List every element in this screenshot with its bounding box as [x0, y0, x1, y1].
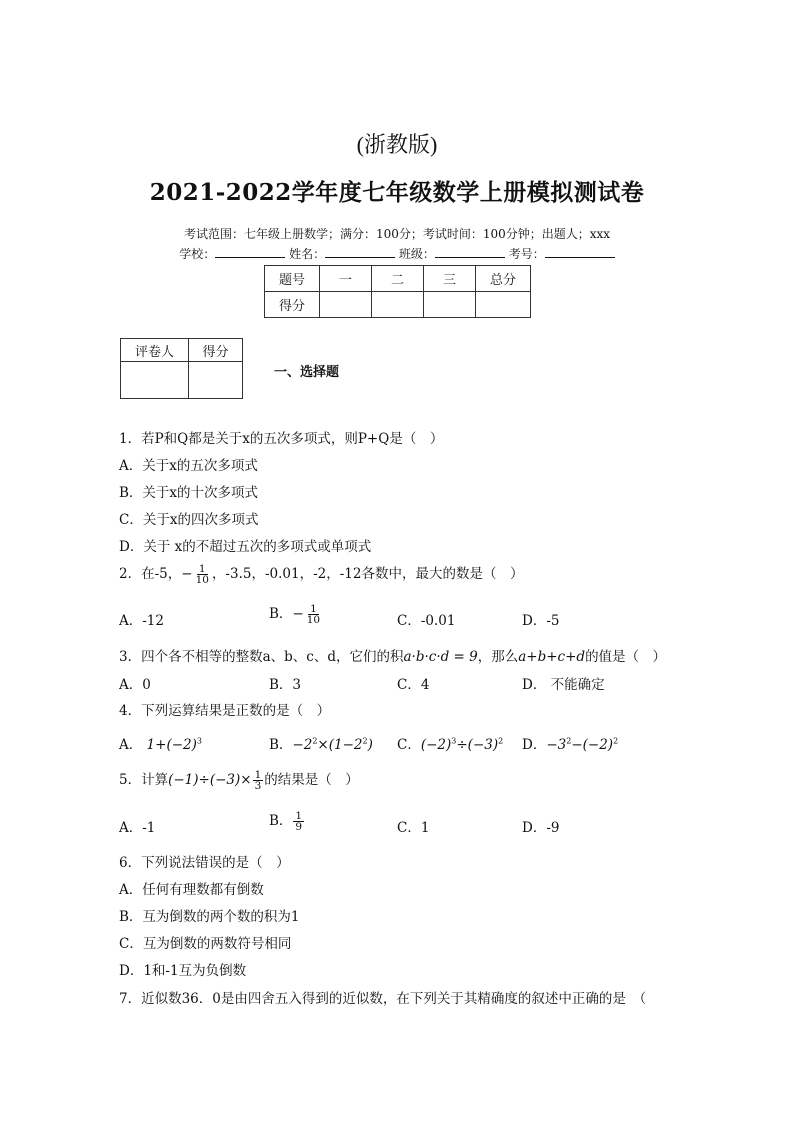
- score-cell[interactable]: [424, 292, 476, 318]
- q5-option-d[interactable]: D．-9: [522, 820, 560, 836]
- q4-b-expr-post: ): [367, 737, 373, 753]
- fraction-numerator: 1: [198, 562, 206, 575]
- q3-stem-pre: 3．四个各不相等的整数a、b、c、d，它们的积: [119, 649, 404, 665]
- question-2: [119, 562, 523, 586]
- q4-c-expr-mid: ÷(−3): [456, 737, 499, 753]
- q2-option-c[interactable]: C．-0.01: [397, 613, 456, 629]
- q4-option-a[interactable]: A． $1+(-2)^3$: [119, 736, 202, 753]
- q2-option-b[interactable]: [269, 602, 323, 626]
- q4-option-b[interactable]: B．$-2^2\times(1-2^2)$: [269, 736, 373, 753]
- q5-expr: (−1)÷(−3)×: [168, 772, 252, 788]
- option-label: C．: [397, 737, 421, 753]
- option-label: A．: [119, 737, 143, 753]
- exam-info: 考试范围：七年级上册数学；满分：100分；考试时间：100分钟；出题人；xxx: [183, 227, 611, 241]
- q3-option-c[interactable]: C．4: [397, 677, 430, 693]
- q5-stem-pre: 5．计算: [119, 772, 169, 788]
- grader-score-header: 得分: [189, 339, 243, 362]
- q2-stem-pre: 2．在-5，: [119, 566, 182, 582]
- score-cell[interactable]: [476, 292, 531, 318]
- q5-option-a[interactable]: A．-1: [119, 820, 156, 836]
- fraction-denominator: 9: [295, 821, 303, 833]
- q3-stem-post: 的值是（ ）: [585, 649, 667, 665]
- q6-option-c[interactable]: C．互为倒数的两数符号相同: [119, 936, 292, 952]
- grader-score-cell[interactable]: [189, 362, 243, 399]
- grader-cell[interactable]: [121, 362, 189, 399]
- score-header-2: 二: [372, 266, 424, 292]
- q5-b-fraction: [293, 811, 304, 833]
- name-blank[interactable]: [325, 245, 395, 258]
- student-fields: [0, 245, 794, 262]
- q5-option-c[interactable]: C．1: [397, 820, 430, 836]
- school-blank[interactable]: [215, 245, 285, 258]
- q2-b-fraction: [305, 604, 322, 626]
- name-label: 姓名：: [289, 247, 326, 261]
- fraction-denominator: 3: [254, 780, 262, 792]
- exam-number-blank[interactable]: [545, 245, 615, 258]
- option-label: D．: [522, 737, 547, 753]
- q2-option-a[interactable]: A．-12: [119, 613, 164, 629]
- q4-d-expr-mid: −(−2): [571, 737, 614, 753]
- q1-option-a[interactable]: A．关于x的五次多项式: [119, 458, 258, 474]
- question-4: 4．下列运算结果是正数的是（ ）: [119, 703, 331, 719]
- option-label: B．: [269, 813, 293, 829]
- q3-option-a[interactable]: A．0: [119, 677, 151, 693]
- q5-option-b[interactable]: [269, 809, 305, 833]
- q4-b-expr-pre: −2: [292, 737, 313, 753]
- q4-option-d[interactable]: D．$-3^2-(-2)^2$: [522, 736, 619, 753]
- option-label: B．: [269, 606, 293, 622]
- q4-a-expr: 1+(−2): [146, 737, 197, 753]
- grader-header: 评卷人: [121, 339, 189, 362]
- edition-label: (浙教版): [356, 132, 438, 157]
- class-label: 班级：: [398, 247, 435, 261]
- score-row-label: 得分: [265, 292, 320, 318]
- question-3: [119, 645, 666, 665]
- score-table: [264, 265, 531, 318]
- q1-option-c[interactable]: C．关于x的四次多项式: [119, 512, 259, 528]
- q6-option-d[interactable]: D．1和-1互为负倒数: [119, 963, 247, 979]
- q4-c-expr-pre: (−2): [420, 737, 452, 753]
- q5-fraction: [253, 770, 264, 792]
- fraction-denominator: 10: [306, 614, 321, 626]
- score-cell[interactable]: [320, 292, 372, 318]
- q2-stem-post: ，-3.5，-0.01，-2，-12各数中，最大的数是（ ）: [211, 566, 524, 582]
- q3-option-b[interactable]: B．3: [269, 677, 302, 693]
- q1-option-d[interactable]: D．关于 x的不超过五次的多项式或单项式: [119, 539, 372, 555]
- q6-option-a[interactable]: A．任何有理数都有倒数: [119, 882, 264, 898]
- class-blank[interactable]: [435, 245, 505, 258]
- q4-option-c[interactable]: C．$(-2)^3\div(-3)^2$: [397, 736, 504, 753]
- fraction-numerator: 1: [310, 602, 317, 615]
- score-header-1: 一: [320, 266, 372, 292]
- score-header-3: 三: [424, 266, 476, 292]
- q2-fraction: [194, 564, 211, 586]
- question-6: 6．下列说法错误的是（ ）: [119, 855, 290, 871]
- section-title: 一、选择题: [274, 365, 340, 380]
- fraction-numerator: 1: [295, 809, 303, 822]
- q4-d-expr-pre: −3: [546, 737, 567, 753]
- page-title: 2021-2022学年度七年级数学上册模拟测试卷: [149, 179, 645, 206]
- q1-option-b[interactable]: B．关于x的十次多项式: [119, 485, 259, 501]
- score-cell[interactable]: [372, 292, 424, 318]
- question-7: 7．近似数36．0是由四舍五入得到的近似数，在下列关于其精确度的叙述中正确的是 （: [119, 991, 647, 1007]
- score-header-question: 题号: [265, 266, 320, 292]
- option-label: B．: [269, 737, 293, 753]
- fraction-numerator: 1: [254, 768, 262, 781]
- school-label: 学校：: [179, 247, 216, 261]
- question-1: 1．若P和Q都是关于x的五次多项式，则P+Q是（ ）: [119, 431, 444, 447]
- q5-stem-post: 的结果是（ ）: [264, 772, 359, 788]
- score-header-total: 总分: [476, 266, 531, 292]
- q3-option-d[interactable]: D． 不能确定: [522, 677, 605, 693]
- grader-table: [120, 338, 243, 399]
- q2-option-d[interactable]: D．-5: [522, 613, 560, 629]
- q3-stem-mid: ，那么: [477, 649, 519, 665]
- q6-option-b[interactable]: B．互为倒数的两个数的积为1: [119, 909, 300, 925]
- minus-sign: −: [292, 606, 304, 622]
- minus-sign: −: [181, 566, 193, 582]
- q3-product-expr: a·b·c·d = 9: [403, 649, 478, 665]
- exam-number-label: 考号：: [508, 247, 545, 261]
- q3-sum-expr: a+b+c+d: [518, 649, 586, 665]
- fraction-denominator: 10: [195, 574, 209, 586]
- question-5: [119, 768, 359, 792]
- q4-b-expr-mid: ×(1−2: [317, 737, 363, 753]
